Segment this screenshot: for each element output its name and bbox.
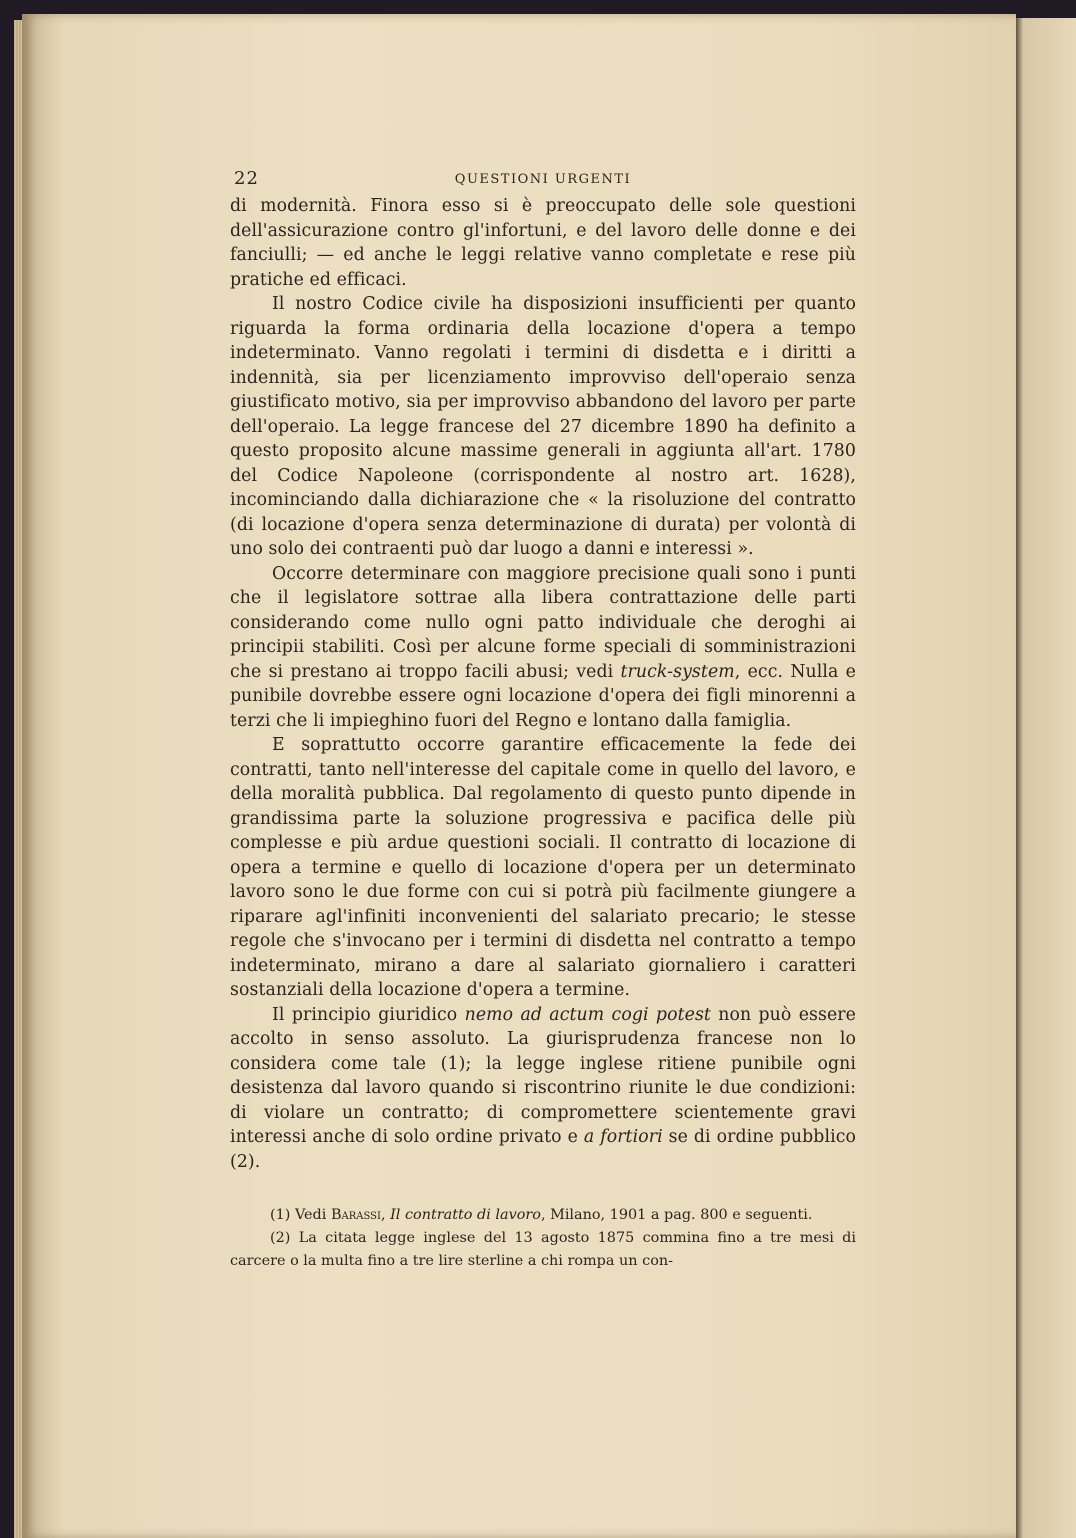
paragraph-3-text-a: Occorre determinare con maggiore precisione quali sono i punti che il legislatore sottrae alla libera contrattazione delle parti considerando come nullo ogni patto individuale che deroghi ai principii stabiliti. Così per alcune forme speciali di somministrazioni che si prestano ai troppo facili abusi; vedi bbox=[230, 563, 856, 682]
paragraph-5-text-a: Il principio giuridico bbox=[272, 1004, 465, 1025]
footnote-1-sep: , bbox=[380, 1207, 391, 1223]
paragraph-5-italic-2: a fortiori bbox=[583, 1127, 663, 1147]
footnote-1-author: Barassi bbox=[330, 1207, 381, 1223]
paragraph-3 bbox=[230, 562, 856, 734]
running-head: QUESTIONI URGENTI bbox=[454, 172, 632, 187]
footnote-1-rest: , Milano, 1901 a pag. 800 e seguenti. bbox=[540, 1207, 813, 1223]
footnotes bbox=[230, 1204, 856, 1273]
body-text bbox=[230, 194, 856, 1174]
footnote-1-title: Il contratto di lavoro bbox=[390, 1207, 541, 1223]
paragraph-5 bbox=[230, 1003, 856, 1175]
footnote-separator bbox=[230, 1174, 856, 1204]
paragraph-3-text-b: , ecc. Nulla e punibile dovrebbe essere ogni locazione d'opera dei figli minorenni a terzi che li impieghino fuori del Regno e lontano dalla famiglia. bbox=[230, 661, 856, 731]
page-header bbox=[230, 160, 856, 194]
footnote-1 bbox=[230, 1204, 856, 1227]
paragraph-5-text-b: non può essere accolto in senso assoluto. La giurisprudenza francese non lo considera come tale (1); la legge inglese ritiene punibile ogni desistenza dal lavoro quando si riscontrino riunite le due condizioni: di violare un contratto; di compromettere scientemente gravi interessi anche di solo ordine privato e bbox=[230, 1004, 856, 1147]
paragraph-4: E soprattutto occorre garantire efficacemente la fede dei contratti, tanto nell'interesse del capitale come in quello del lavoro, e della moralità pubblica. Dal regolamento di questo punto dipende in grandissima parte la soluzione progressiva e pacifica delle più complesse e più ardue questioni sociali. Il contratto di locazione di opera a termine e quello di locazione d'opera per un determinato lavoro sono le due forme con cui si potrà più facilmente giungere a riparare agl'infiniti inconvenienti del salariato precario; le stesse regole che s'invocano per i termini di disdetta nel contratto a tempo indeterminato, mirano a dare al salariato giornaliero i caratteri sostanziali della locazione d'opera a termine. bbox=[230, 735, 856, 1000]
page-text bbox=[230, 160, 856, 1273]
paragraph-2: Il nostro Codice civile ha disposizioni insufficienti per quanto riguarda la forma ordinaria della locazione d'opera a tempo indeterminato. Vanno regolati i termini di disdetta e i diritti a indennità, sia per licenziamento improvviso dell'operaio senza giustificato motivo, sia per improvviso abbandono del lavoro per parte dell'operaio. La legge francese del 27 dicembre 1890 ha definito a questo proposito alcune massime generali in aggiunta all'art. 1780 del Codice Napoleone (corrispondente al nostro art. 1628), incominciando dalla dichiarazione che « la risoluzione del contratto (di locazione d'opera senza determinazione di durata) per volontà di uno solo dei contraenti può dar luogo a danni e interessi ». bbox=[230, 294, 856, 559]
footnote-2: (2) La citata legge inglese del 13 agosto 1875 commina fino a tre mesi di carcere o la multa fino a tre lire sterline a chi rompa un con- bbox=[230, 1230, 856, 1269]
paragraph-3-italic: truck-system bbox=[620, 661, 735, 682]
facing-page-edge bbox=[1016, 18, 1076, 1538]
footnote-1-marker: (1) Vedi bbox=[270, 1207, 331, 1223]
page-number: 22 bbox=[234, 168, 259, 189]
paragraph-1: di modernità. Finora esso si è preoccupato delle sole questioni dell'assicurazione contro gl'infortuni, e del lavoro delle donne e dei fanciulli; — ed anche le leggi relative vanno completate e rese più pratiche ed efficaci. bbox=[230, 196, 856, 290]
paragraph-5-italic-1: nemo ad actum cogi potest bbox=[464, 1004, 711, 1025]
paragraph-5-text-c: se di ordine pubblico (2). bbox=[230, 1127, 856, 1172]
